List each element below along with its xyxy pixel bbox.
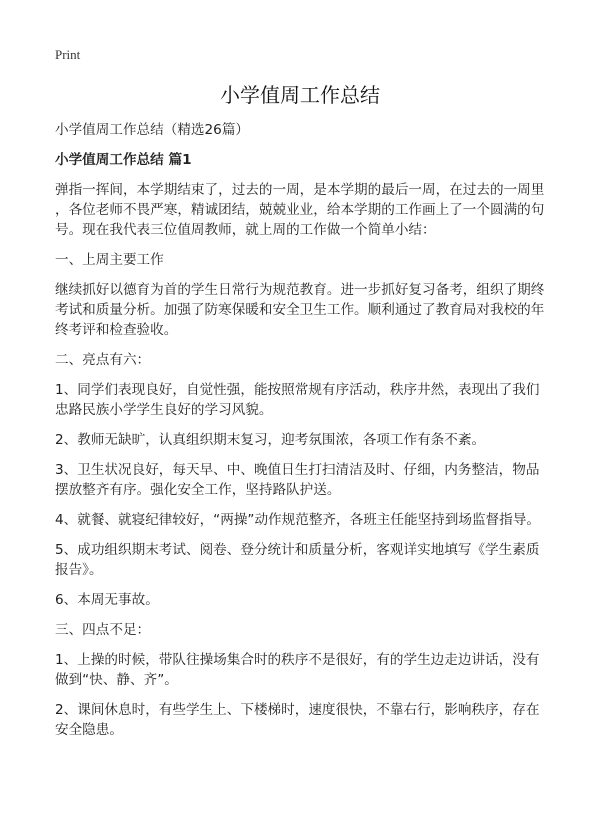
text-line: 1、同学们表现良好，自觉性强，能按照常规有序活动，秩序井然，表现出了我们 [55, 382, 540, 398]
text-line: 摆放整齐有序。强化安全工作，坚持路队护送。 [55, 482, 341, 498]
print-link[interactable]: Print [55, 47, 81, 62]
paragraph [55, 380, 565, 420]
text-line: 2、教师无缺旷，认真组织期末复习，迎考氛围浓，各项工作有条不紊。 [55, 432, 486, 448]
paragraph [55, 350, 565, 370]
paragraph [55, 510, 565, 530]
text-line: 安全隐患。 [55, 722, 123, 738]
text-line: 小学值周工作总结 篇1 [55, 152, 192, 168]
text-line: 继续抓好以德育为首的学生日常行为规范教育。进一步抓好复习备考，组织了期终 [55, 282, 545, 298]
section-heading [55, 150, 565, 170]
document-title: 小学值周工作总结 [220, 83, 380, 107]
paragraph [55, 430, 565, 450]
paragraph [55, 590, 565, 610]
text-line: 5、成功组织期末考试、阅卷、登分统计和质量分析，客观详实地填写《学生素质 [55, 542, 540, 558]
paragraph [55, 540, 565, 580]
text-line: ，各位老师不畏严寒，精诚团结，兢兢业业，给本学期的工作画上了一个圆满的句 [55, 202, 545, 218]
paragraph [55, 280, 565, 340]
text-line: 2、课间休息时，有些学生上、下楼梯时，速度很快，不靠右行，影响秩序，存在 [55, 702, 540, 718]
text-line: 小学值周工作总结（精选26篇） [55, 122, 250, 138]
paragraph [55, 120, 565, 140]
paragraph [55, 460, 565, 500]
text-line: 4、就餐、就寝纪律较好，“两操”动作规范整齐，各班主任能坚持到场监督指导。 [55, 512, 540, 528]
text-line: 1、上操的时候，带队往操场集合时的秩序不是很好，有的学生边走边讲话，没有 [55, 652, 540, 668]
text-line: 6、本周无事故。 [55, 592, 159, 608]
text-line: 忠路民族小学学生良好的学习风貌。 [55, 402, 273, 418]
paragraph [55, 250, 565, 270]
text-line: 号。现在我代表三位值周教师，就上周的工作做一个简单小结： [55, 222, 436, 238]
paragraph [55, 180, 565, 240]
text-line: 三、四点不足： [55, 622, 151, 638]
document-body [55, 120, 565, 750]
text-line: 做到“快、静、齐”。 [55, 672, 178, 688]
paragraph [55, 650, 565, 690]
paragraph [55, 700, 565, 740]
text-line: 终考评和检查验收。 [55, 322, 178, 338]
text-line: 一、上周主要工作 [55, 252, 164, 268]
text-line: 3、卫生状况良好，每天早、中、晚值日生打扫清洁及时、仔细，内务整洁，物品 [55, 462, 540, 478]
text-line: 弹指一挥间，本学期结束了，过去的一周，是本学期的最后一周，在过去的一周里 [55, 182, 545, 198]
paragraph [55, 620, 565, 640]
text-line: 二、亮点有六： [55, 352, 151, 368]
text-line: 报告》。 [55, 562, 103, 578]
text-line: 考试和质量分析。加强了防寒保暖和安全卫生工作。顺利通过了教育局对我校的年 [55, 302, 545, 318]
